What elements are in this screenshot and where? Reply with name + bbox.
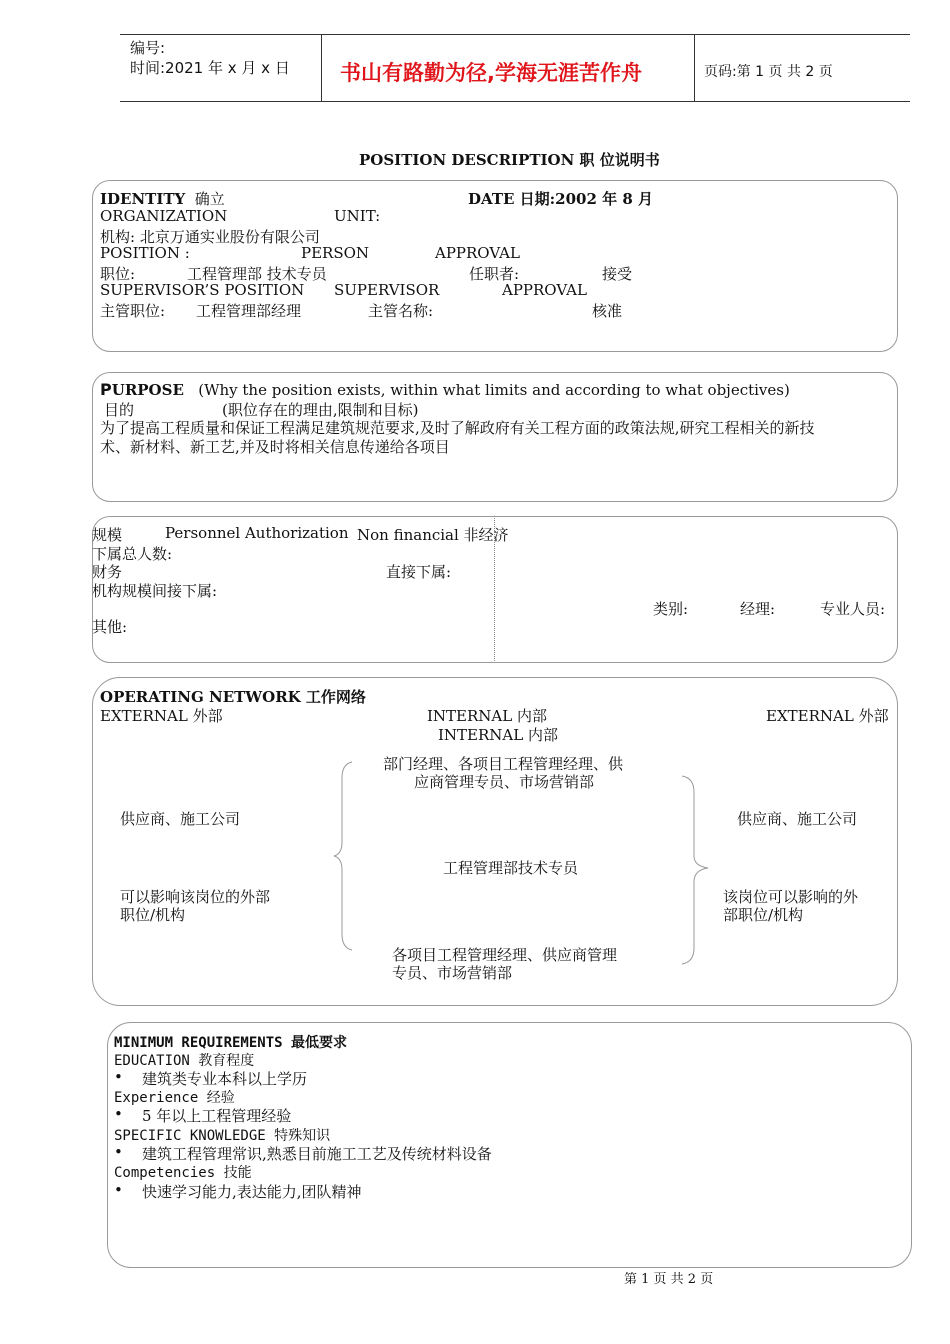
document-title: POSITION DESCRIPTION 职 位说明书	[359, 151, 660, 169]
network-external-right-heading: EXTERNAL 外部	[766, 707, 889, 725]
network-internal-lower-line1: 各项目工程管理经理、供应商管理	[392, 946, 618, 964]
identity-organization-value: 机构: 北京万通实业股份有限公司	[100, 228, 320, 246]
purpose-title-cn: 目的	[104, 401, 135, 419]
header-time-label: 时间:2021 年 x 月 x 日	[130, 59, 290, 77]
identity-organization-en: ORGANIZATION	[100, 207, 228, 225]
network-center-position: 工程管理部技术专员	[443, 859, 579, 877]
identity-unit-en: UNIT:	[334, 207, 381, 225]
network-external-left-heading: EXTERNAL 外部	[100, 707, 223, 725]
identity-supervisor-position-value: 工程管理部经理	[196, 302, 302, 320]
identity-heading	[100, 188, 225, 209]
requirements-experience-item: 5 年以上工程管理经验	[142, 1107, 292, 1125]
purpose-title-first: P	[100, 380, 112, 399]
network-internal-heading: INTERNAL 内部	[427, 707, 547, 725]
identity-incumbent-cn: 任职者:	[469, 265, 520, 283]
requirements-education-bullet: •	[114, 1068, 123, 1086]
requirements-experience-label: Experience 经验	[114, 1090, 235, 1106]
scale-professional: 专业人员:	[820, 600, 886, 618]
identity-approval-en: APPROVAL	[435, 244, 520, 262]
purpose-text-line2: 术、新材料、新工艺,并及时将相关信息传递给各项目	[100, 438, 450, 456]
scale-finance: 财务	[92, 563, 123, 581]
network-internal-upper-line2: 应商管理专员、市场营销部	[414, 773, 595, 791]
scale-label-cn: 规模	[92, 526, 123, 544]
purpose-desc-en: (Why the position exists, within what limits and according to what objectives)	[198, 381, 790, 399]
scale-personnel-authorization: Personnel Authorization	[165, 524, 349, 542]
left-brace-icon	[330, 760, 360, 952]
scale-category: 类别:	[653, 600, 689, 618]
header-number-label: 编号:	[130, 39, 166, 57]
scale-other: 其他:	[92, 618, 128, 636]
purpose-desc-cn: (职位存在的理由,限制和目标)	[222, 401, 419, 419]
requirements-title: MINIMUM REQUIREMENTS 最低要求	[114, 1035, 348, 1051]
requirements-knowledge-item: 建筑工程管理常识,熟悉目前施工工艺及传统材料设备	[142, 1145, 492, 1163]
requirements-experience-bullet: •	[114, 1105, 123, 1123]
identity-position-en: POSITION :	[100, 244, 190, 262]
identity-accept-cn: 接受	[602, 265, 633, 283]
header-bottom-rule	[120, 101, 910, 102]
requirements-education-label: EDUCATION 教育程度	[114, 1053, 255, 1069]
network-left-influence-line1: 可以影响该岗位的外部	[120, 888, 271, 906]
purpose-title-rest: URPOSE	[111, 381, 184, 399]
network-left-influence-line2: 职位/机构	[120, 906, 186, 924]
scale-manager: 经理:	[740, 600, 776, 618]
network-title: OPERATING NETWORK 工作网络	[100, 688, 366, 706]
network-internal-subheading: INTERNAL 内部	[438, 726, 558, 744]
identity-date: DATE 日期:2002 年 8 月	[468, 190, 654, 208]
network-right-supplier: 供应商、施工公司	[737, 810, 858, 828]
scale-direct-reports: 直接下属:	[386, 563, 452, 581]
header-motto: 书山有路勤为径,学海无涯苦作舟	[340, 61, 642, 85]
scale-total-staff: 下属总人数:	[92, 545, 173, 563]
requirements-knowledge-bullet: •	[114, 1143, 123, 1161]
identity-supervisor-position-cn: 主管职位:	[100, 302, 166, 320]
footer-page-number: 第 1 页 共 2 页	[624, 1272, 714, 1287]
identity-position-cn: 职位:	[100, 265, 136, 283]
identity-person-en: PERSON	[301, 244, 370, 262]
header-divider-left	[321, 34, 322, 101]
identity-supervisor-name-cn: 主管名称:	[368, 302, 434, 320]
network-right-influence-line2: 部职位/机构	[723, 906, 804, 924]
scale-non-financial: Non financial 非经济	[357, 526, 509, 544]
requirements-competencies-bullet: •	[114, 1181, 123, 1199]
identity-supervisor-position-en: SUPERVISOR’S POSITION	[100, 281, 305, 299]
identity-approval2-en: APPROVAL	[502, 281, 587, 299]
requirements-competencies-item: 快速学习能力,表达能力,团队精神	[142, 1183, 362, 1201]
header-page-label: 页码:第 1 页 共 2 页	[704, 64, 833, 80]
requirements-knowledge-label: SPECIFIC KNOWLEDGE 特殊知识	[114, 1128, 331, 1144]
network-right-influence-line1: 该岗位可以影响的外	[723, 888, 859, 906]
identity-supervisor-en: SUPERVISOR	[334, 281, 440, 299]
network-internal-upper-line1: 部门经理、各项目工程管理经理、供	[383, 755, 624, 773]
network-internal-lower-line2: 专员、市场营销部	[392, 964, 513, 982]
identity-title-cn: 确立	[194, 190, 225, 208]
network-left-supplier: 供应商、施工公司	[120, 810, 241, 828]
purpose-heading	[100, 380, 790, 399]
identity-title-en: IDENTITY	[100, 190, 186, 208]
scale-indirect-reports: 机构规模间接下属:	[92, 582, 218, 600]
purpose-text-line1: 为了提高工程质量和保证工程满足建筑规范要求,及时了解政府有关工程方面的政策法规,研究工程相关的新技	[100, 419, 815, 437]
identity-position-value: 工程管理部 技术专员	[187, 265, 327, 283]
requirements-education-item: 建筑类专业本科以上学历	[142, 1070, 308, 1088]
requirements-competencies-label: Competencies 技能	[114, 1165, 252, 1181]
identity-approve-cn: 核准	[592, 302, 623, 320]
right-brace-icon	[678, 774, 714, 966]
header-divider-right	[694, 34, 695, 101]
header-top-rule	[120, 34, 910, 35]
